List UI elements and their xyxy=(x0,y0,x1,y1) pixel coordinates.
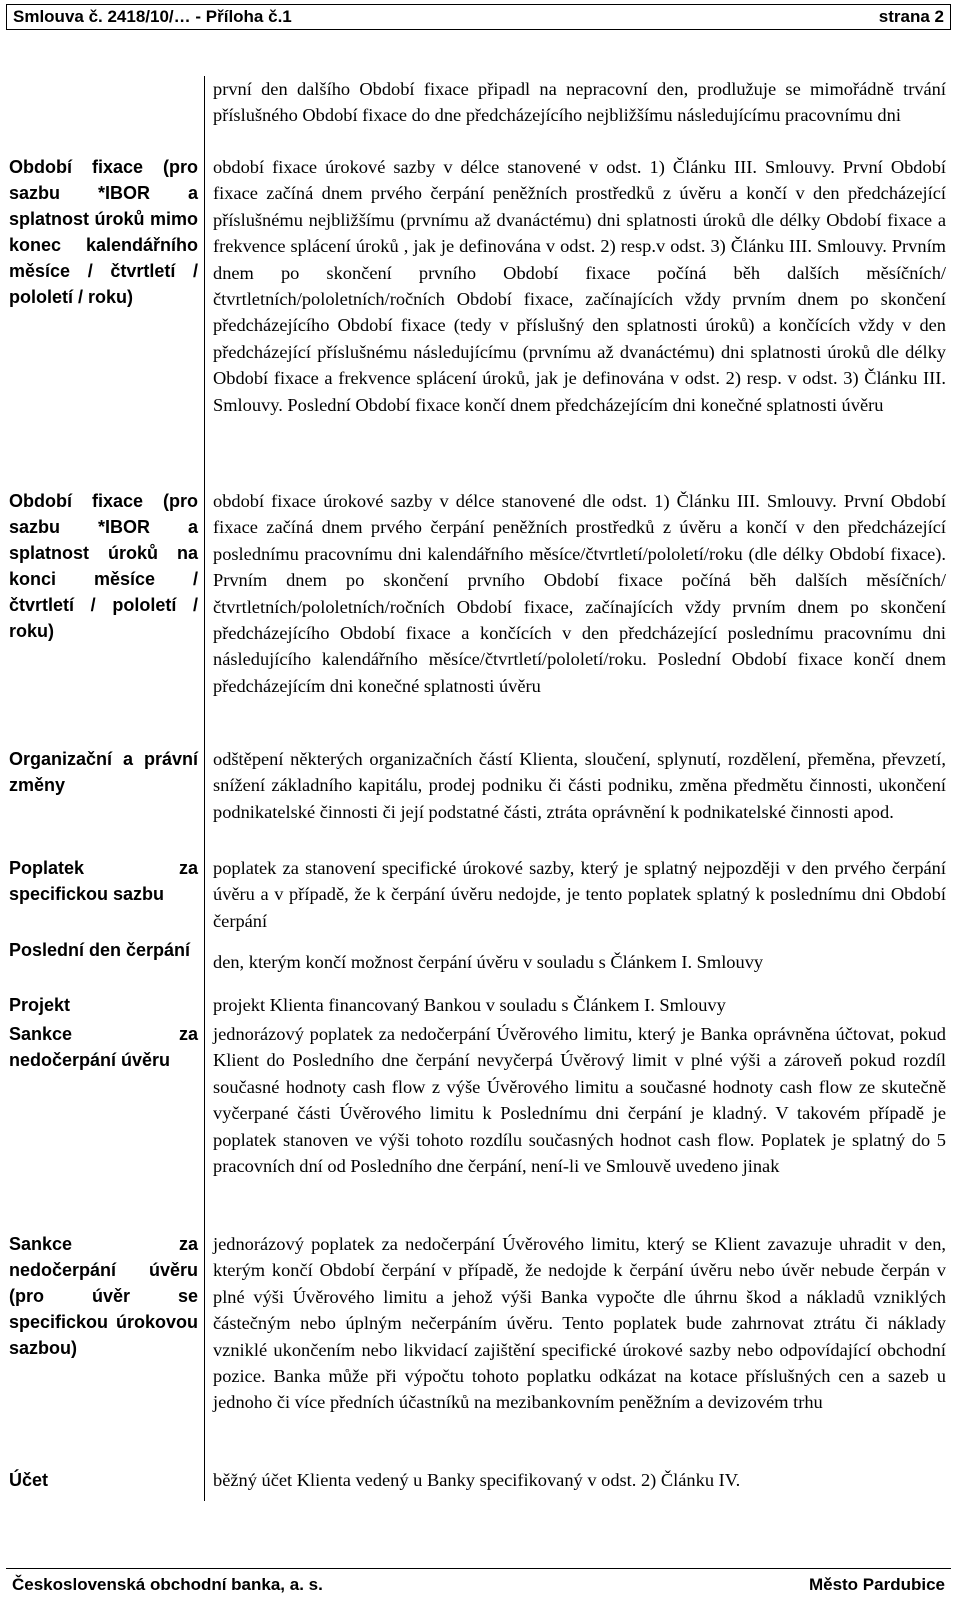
definition-cell: první den dalšího Období fixace připadl na nepracovní den, prodlužuje se mimořádně trvání příslušného Období fixace do dne předcházejícího nejbližšímu následujícímu pracovnímu dni xyxy=(204,76,956,154)
table-row xyxy=(6,937,956,992)
definition-cell: den, kterým končí možnost čerpání úvěru v souladu s Článkem I. Smlouvy xyxy=(204,937,956,992)
definition-cell: období fixace úrokové sazby v délce stanovené dle odst. 1) Článku III. Smlouvy. První Období fixace začíná dnem prvého čerpání peněžních prostředků z úvěru a končí v den předcházející poslednímu pracovnímu dni kalendářního měsíce/čtvrtletí/pololetí/roku (dle délky Období fixace). Prvním dnem po skončení prvního Období fixace počíná běh dalších měsíčních/čtvrtletních/pololetních/ročních Období fixace, začínajících vždy prvním dnem po skončení předcházejícího Období fixace a končících v den předcházející poslednímu pracovnímu dni následujícího kalendářního měsíce/čtvrtletí/pololetí/roku. Poslední Období fixace končí dnem předcházejícím dni konečné splatnosti úvěru xyxy=(204,488,956,746)
footer-client-name: Město Pardubice xyxy=(808,1574,945,1594)
table-row xyxy=(6,154,956,488)
table-row xyxy=(6,992,956,1021)
table-row xyxy=(6,1021,956,1231)
table-row xyxy=(6,855,956,937)
table-row xyxy=(6,76,956,154)
term-cell xyxy=(6,76,204,154)
term-cell: Sankce za nedočerpání úvěru xyxy=(9,1024,198,1070)
page-header xyxy=(6,4,951,30)
table-row xyxy=(6,488,956,746)
definition-cell: období fixace úrokové sazby v délce stanovené v odst. 1) Článku III. Smlouvy. První Období fixace začíná dnem prvého čerpání peněžních prostředků z úvěru a končí v den předcházející příslušnému nejbližšímu (prvnímu až dvanáctému) dni splatnosti úroků dle délky Období fixace a frekvence splácení úroků , jak je definována v odst. 2) resp.v odst. 3) Článku III. Smlouvy. Prvním dnem po skončení prvního Období fixace počíná běh dalších měsíčních/čtvrtletních/pololetních/ročních Období fixace, začínajících vždy prvním dnem po skončení předcházejícího Období fixace (tedy v příslušný den splatnosti úroků) a končících vždy v den předcházející příslušnému následujícímu (prvnímu až dvanáctému) dni splatnosti úroků dle délky Období fixace a frekvence splácení úroků, jak je definována v odst. 2) resp. v odst. 3) Článku III. Smlouvy. Poslední Období fixace končí dnem předcházejícím dni konečné splatnosti úvěru xyxy=(204,154,956,488)
definition-cell: jednorázový poplatek za nedočerpání Úvěrového limitu, který se Klient zavazuje uhradit v den, kterým končí Období čerpání v případě, že nedojde k čerpání úvěru nebo úvěr nebude čerpán v plné výši Úvěrového limitu a jehož výši Banka vypočte dle úhrnu škod a nákladů vzniklých částečným nebo úplným nečerpáním úvěru. Tento poplatek bude zahrnovat ztrátu či náklady vzniklé ukončením nebo likvidací zajištění specifické úrokové sazby nebo odpovídající obchodní pozice. Banka může při výpočtu tohoto poplatku odkázat na kotace příslušných cen a sazeb u jednoho či více předních účastníků na mezibankovním peněžním a devizovém trhu xyxy=(204,1231,956,1467)
header-page-number: strana 2 xyxy=(878,7,944,26)
table-row xyxy=(6,1467,956,1501)
definition-cell: poplatek za stanovení specifické úrokové sazby, který je splatný nejpozději v den prvého čerpání úvěru a v případě, že k čerpání úvěru nedojde, je tento poplatek splatný k poslednímu dni Období čerpání xyxy=(204,855,956,937)
term-cell: Organizační a právní změny xyxy=(9,749,198,795)
term-cell: Poslední den čerpání xyxy=(9,940,191,960)
definition-cell: projekt Klienta financovaný Bankou v souladu s Článkem I. Smlouvy xyxy=(204,992,956,1021)
term-cell: Poplatek za specifickou sazbu xyxy=(9,858,198,904)
term-cell: Sankce za nedočerpání úvěru (pro úvěr se specifickou úrokovou sazbou) xyxy=(9,1234,198,1358)
table-row xyxy=(6,746,956,855)
definition-cell: jednorázový poplatek za nedočerpání Úvěrového limitu, který je Banka oprávněna účtovat, pokud Klient do Posledního dne čerpání nevyčerpá Úvěrový limit v plné výši a zároveň pokud rozdíl současné hodnoty cash flow z výše Úvěrového limitu a současné hodnoty cash flow ze skutečně vyčerpané části Úvěrového limitu k Poslednímu dni čerpání je kladný. V takovém případě je poplatek stanoven ve výši tohoto rozdílu současných hodnot cash flow. Poplatek je splatný do 5 pracovních dní od Posledního dne čerpání, není-li ve Smlouvě uvedeno jinak xyxy=(204,1021,956,1231)
footer-bank-name: Československá obchodní banka, a. s. xyxy=(12,1574,323,1594)
term-cell: Období fixace (pro sazbu *IBOR a splatnost úroků mimo konec kalendářního měsíce / čtvrtletí / pololetí / roku) xyxy=(9,157,198,307)
definitions-table xyxy=(6,76,956,1501)
term-cell: Účet xyxy=(9,1470,49,1490)
definition-cell: běžný účet Klienta vedený u Banky specifikovaný v odst. 2) Článku IV. xyxy=(204,1467,956,1501)
table-row xyxy=(6,1231,956,1467)
term-cell: Období fixace (pro sazbu *IBOR a splatnost úroků na konci měsíce / čtvrtletí / pololetí / roku) xyxy=(9,491,198,641)
term-cell: Projekt xyxy=(9,995,71,1015)
page-footer xyxy=(6,1568,951,1596)
definition-cell: odštěpení některých organizačních částí Klienta, sloučení, splynutí, rozdělení, přeměna, převzetí, snížení základního kapitálu, prodej podniku či části podniku, změna předmětu činnosti, ukončení podnikatelské činnosti či její podstatné části, ztráta oprávnění k podnikatelské činnosti apod. xyxy=(204,746,956,855)
header-contract-ref: Smlouva č. 2418/10/… - Příloha č.1 xyxy=(13,7,292,26)
